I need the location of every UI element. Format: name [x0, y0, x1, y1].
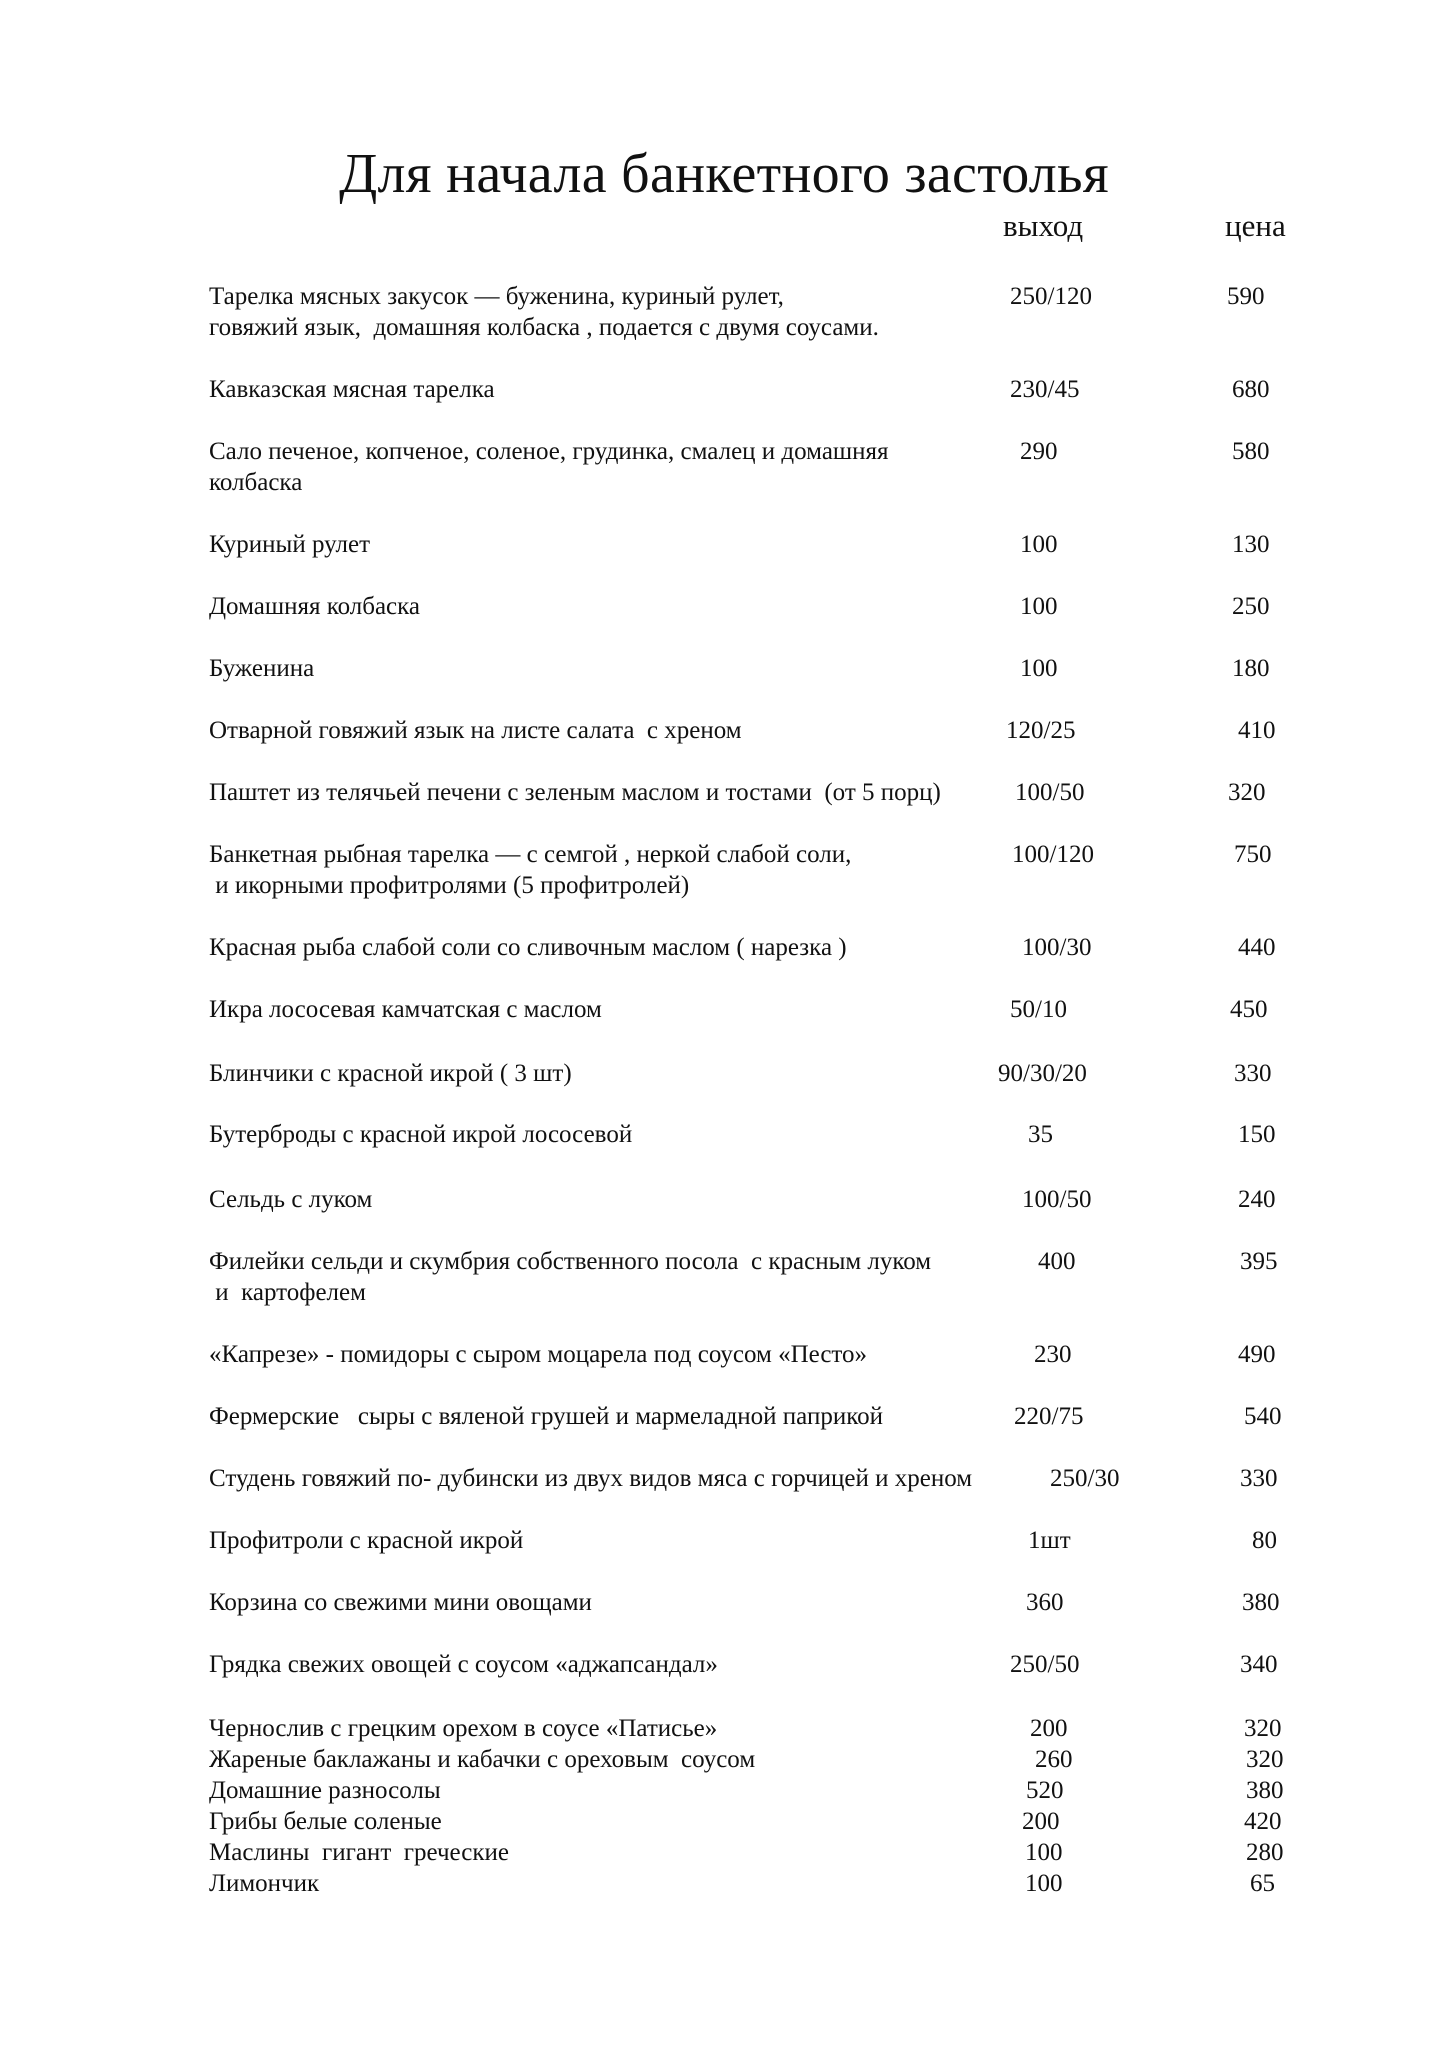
menu-item-price: 590 — [1227, 283, 1265, 310]
menu-item-price: 395 — [1240, 1248, 1278, 1275]
menu-item-yield: 100/50 — [1022, 1186, 1092, 1213]
menu-item-price: 320 — [1246, 1746, 1284, 1773]
menu-item-yield: 100 — [1025, 1839, 1063, 1866]
menu-item-price: 280 — [1246, 1839, 1284, 1866]
price-column-header: цена — [1225, 208, 1286, 243]
menu-item-price: 180 — [1232, 655, 1270, 682]
menu-item-yield: 100 — [1020, 593, 1058, 620]
menu-item-name — [209, 1868, 1029, 1899]
menu-item-name-line: Бутерброды с красной икрой лососевой — [209, 1121, 633, 1148]
menu-item-price: 440 — [1238, 934, 1276, 961]
menu-item-yield: 1шт — [1028, 1527, 1071, 1554]
menu-item-name — [209, 1775, 1029, 1806]
menu-item-name-line: говяжий язык, домашняя колбаска , подается с двумя соусами. — [209, 314, 879, 341]
menu-item-name-line: Буженина — [209, 655, 315, 682]
menu-item-yield: 250/120 — [1010, 283, 1092, 310]
menu-item-name-line: и картофелем — [209, 1279, 366, 1306]
menu-item-name — [209, 436, 1029, 498]
menu-item-name — [209, 1463, 1029, 1494]
menu-item-yield: 200 — [1022, 1808, 1060, 1835]
menu-item-yield: 50/10 — [1010, 996, 1067, 1023]
menu-item-name — [209, 994, 1029, 1025]
menu-item-name-line: Банкетная рыбная тарелка — с семгой , неркой слабой соли, — [209, 841, 852, 868]
menu-item-name — [209, 777, 1029, 808]
menu-item-price: 80 — [1252, 1527, 1277, 1554]
menu-item-name — [209, 1587, 1029, 1618]
menu-item-name-line: Корзина со свежими мини овощами — [209, 1589, 592, 1616]
menu-item-price: 130 — [1232, 531, 1270, 558]
menu-item-yield: 290 — [1020, 438, 1058, 465]
menu-item-price: 450 — [1230, 996, 1268, 1023]
menu-item-name — [209, 281, 1029, 343]
menu-item-name-line: Студень говяжий по- дубински из двух видов мяса с горчицей и хреном — [209, 1465, 973, 1492]
menu-item-price: 540 — [1244, 1403, 1282, 1430]
menu-item-name — [209, 1401, 1029, 1432]
menu-item-name — [209, 715, 1029, 746]
menu-item-name-line: Сало печеное, копченое, соленое, грудинка, смалец и домашняя — [209, 438, 889, 465]
menu-item-name-line: Домашние разносолы — [209, 1777, 441, 1804]
menu-item-name — [209, 839, 1029, 901]
menu-item-name-line: Маслины гигант греческие — [209, 1839, 509, 1866]
menu-item-name — [209, 1525, 1029, 1556]
menu-item-yield: 100/50 — [1015, 779, 1085, 806]
menu-item-name-line: Сельдь с луком — [209, 1186, 373, 1213]
menu-item-name — [209, 1744, 1029, 1775]
menu-item-name — [209, 1184, 1029, 1215]
menu-item-name-line: Чернослив с грецким орехом в соусе «Патисье» — [209, 1715, 718, 1742]
menu-item-name-line: Жареные баклажаны и кабачки с ореховым соусом — [209, 1746, 756, 1773]
menu-item-price: 340 — [1240, 1651, 1278, 1678]
menu-item-price: 330 — [1234, 1060, 1272, 1087]
menu-item-name-line: колбаска — [209, 469, 303, 496]
menu-item-yield: 100 — [1020, 531, 1058, 558]
menu-item-name-line: Грибы белые соленые — [209, 1808, 442, 1835]
menu-item-yield: 90/30/20 — [998, 1060, 1087, 1087]
menu-item-yield: 360 — [1026, 1589, 1064, 1616]
menu-item-yield: 100 — [1025, 1870, 1063, 1897]
menu-item-name — [209, 1713, 1029, 1744]
menu-item-name — [209, 1246, 1029, 1308]
menu-title: Для начала банкетного застолья — [339, 143, 1109, 205]
menu-item-yield: 260 — [1035, 1746, 1073, 1773]
menu-item-name — [209, 374, 1029, 405]
menu-item-name-line: Отварной говяжий язык на листе салата с хреном — [209, 717, 742, 744]
menu-item-yield: 200 — [1030, 1715, 1068, 1742]
menu-item-yield: 400 — [1038, 1248, 1076, 1275]
menu-item-yield: 120/25 — [1006, 717, 1076, 744]
menu-item-price: 380 — [1246, 1777, 1284, 1804]
menu-item-name-line: Филейки сельди и скумбрия собственного посола с красным луком — [209, 1248, 932, 1275]
menu-item-name-line: «Капрезе» - помидоры с сыром моцарела под соусом «Песто» — [209, 1341, 868, 1368]
menu-item-yield: 250/30 — [1050, 1465, 1120, 1492]
menu-item-price: 420 — [1244, 1808, 1282, 1835]
menu-item-name-line: Фермерские сыры с вяленой грушей и мармеладной паприкой — [209, 1403, 883, 1430]
menu-item-yield: 100/120 — [1012, 841, 1094, 868]
menu-item-name-line: Красная рыба слабой соли со сливочным маслом ( нарезка ) — [209, 934, 847, 961]
menu-item-name — [209, 653, 1029, 684]
yield-column-header: выход — [1003, 208, 1084, 243]
menu-item-yield: 220/75 — [1014, 1403, 1084, 1430]
menu-item-yield: 520 — [1026, 1777, 1064, 1804]
menu-item-price: 490 — [1238, 1341, 1276, 1368]
menu-item-price: 750 — [1234, 841, 1272, 868]
menu-item-yield: 250/50 — [1010, 1651, 1080, 1678]
menu-item-name — [209, 1837, 1029, 1868]
menu-item-yield: 230/45 — [1010, 376, 1080, 403]
menu-item-price: 65 — [1250, 1870, 1275, 1897]
menu-item-price: 320 — [1228, 779, 1266, 806]
menu-item-price: 410 — [1238, 717, 1276, 744]
menu-item-name-line: Профитроли с красной икрой — [209, 1527, 524, 1554]
menu-item-price: 320 — [1244, 1715, 1282, 1742]
menu-item-name-line: Икра лососевая камчатская с маслом — [209, 996, 602, 1023]
menu-item-name — [209, 529, 1029, 560]
menu-item-yield: 35 — [1028, 1121, 1053, 1148]
menu-item-name-line: Блинчики с красной икрой ( 3 шт) — [209, 1060, 572, 1087]
menu-item-yield: 230 — [1034, 1341, 1072, 1368]
menu-item-name — [209, 591, 1029, 622]
menu-item-price: 580 — [1232, 438, 1270, 465]
menu-item-name-line: Паштет из телячьей печени с зеленым маслом и тостами (от 5 порц) — [209, 779, 941, 806]
menu-item-price: 380 — [1242, 1589, 1280, 1616]
menu-item-name-line: Грядка свежих овощей с соусом «аджапсандал» — [209, 1651, 718, 1678]
menu-item-name-line: и икорными профитролями (5 профитролей) — [209, 872, 690, 899]
menu-item-name-line: Кавказская мясная тарелка — [209, 376, 495, 403]
menu-item-yield: 100/30 — [1022, 934, 1092, 961]
menu-item-name — [209, 1649, 1029, 1680]
menu-item-price: 330 — [1240, 1465, 1278, 1492]
menu-item-price: 150 — [1238, 1121, 1276, 1148]
menu-item-name-line: Куриный рулет — [209, 531, 371, 558]
menu-item-name — [209, 1339, 1029, 1370]
menu-item-price: 240 — [1238, 1186, 1276, 1213]
menu-item-yield: 100 — [1020, 655, 1058, 682]
menu-item-name — [209, 1058, 1029, 1089]
menu-item-name — [209, 1806, 1029, 1837]
menu-item-price: 250 — [1232, 593, 1270, 620]
menu-item-name — [209, 1119, 1029, 1150]
menu-item-price: 680 — [1232, 376, 1270, 403]
menu-item-name — [209, 932, 1029, 963]
menu-item-name-line: Домашняя колбаска — [209, 593, 420, 620]
menu-item-name-line: Лимончик — [209, 1870, 320, 1897]
menu-item-name-line: Тарелка мясных закусок — буженина, куриный рулет, — [209, 283, 784, 310]
